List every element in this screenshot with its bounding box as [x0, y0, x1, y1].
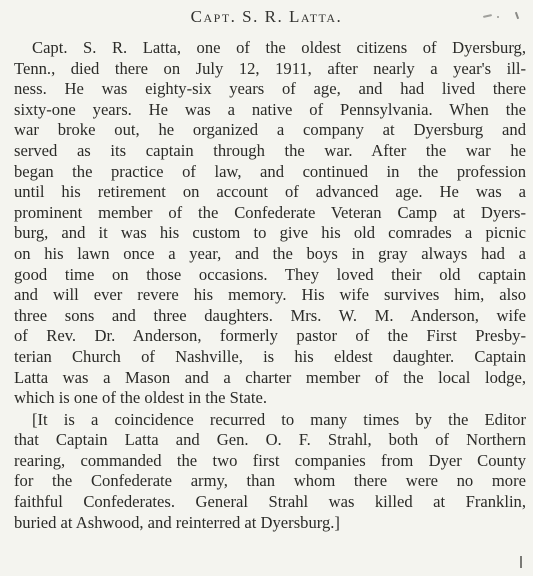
text-line: began the practice of law, and continued in the profession	[14, 161, 526, 181]
obituary-text	[14, 38, 526, 533]
text-line: Latta was a Mason and a charter member of the local lodge,	[14, 367, 526, 387]
paragraph-editor-note	[14, 410, 526, 534]
text-line: ness. He was eighty-six years of age, and had lived there	[14, 79, 526, 99]
text-line: until his retirement on account of advanced age. He was a	[14, 182, 526, 202]
text-line: that Captain Latta and Gen. O. F. Strahl, both of Northern	[14, 430, 526, 450]
text-line: served as its captain through the war. After the war he	[14, 140, 526, 160]
text-line: good time on those occasions. They loved their old captain	[14, 264, 526, 284]
text-line: and will ever revere his memory. His wife survives him, also	[14, 285, 526, 305]
text-line: for the Confederate army, than whom there were no more	[14, 471, 526, 491]
text-line: on his lawn once a year, and the boys in gray always had a	[14, 243, 526, 263]
text-line: Capt. S. R. Latta, one of the oldest citizens of Dyersburg,	[32, 38, 526, 57]
text-line: rearing, commanded the two first companies from Dyer County	[14, 450, 526, 470]
text-line: which is one of the oldest in the State.	[14, 388, 268, 408]
text-line: sixty-one years. He was a native of Pennsylvania. When the	[14, 99, 526, 119]
paragraph-obituary	[14, 38, 526, 409]
obituary-heading: Capt. S. R. Latta.	[190, 7, 343, 26]
scan-speck	[497, 16, 499, 18]
text-line: three sons and three daughters. Mrs. W. M. Anderson, wife	[14, 305, 526, 325]
text-line: of Rev. Dr. Anderson, formerly pastor of the First Presby-	[14, 326, 526, 346]
text-line: Tenn., died there on July 12, 1911, after nearly a year's ill-	[14, 58, 526, 78]
text-line: buried at Ashwood, and reinterred at Dyersburg.]	[14, 512, 340, 532]
text-line: war broke out, he organized a company at Dyersburg and	[14, 120, 526, 140]
text-line: [It is a coincidence recurred to many times by the Editor	[32, 409, 526, 429]
text-line: faithful Confederates. General Strahl was killed at Franklin,	[14, 492, 526, 512]
text-line: terian Church of Nashville, is his eldest daughter. Captain	[14, 346, 526, 366]
text-line: prominent member of the Confederate Veteran Camp at Dyers-	[14, 202, 526, 222]
scan-speck	[520, 556, 522, 568]
text-line: burg, and it was his custom to give his old comrades a picnic	[14, 223, 526, 243]
